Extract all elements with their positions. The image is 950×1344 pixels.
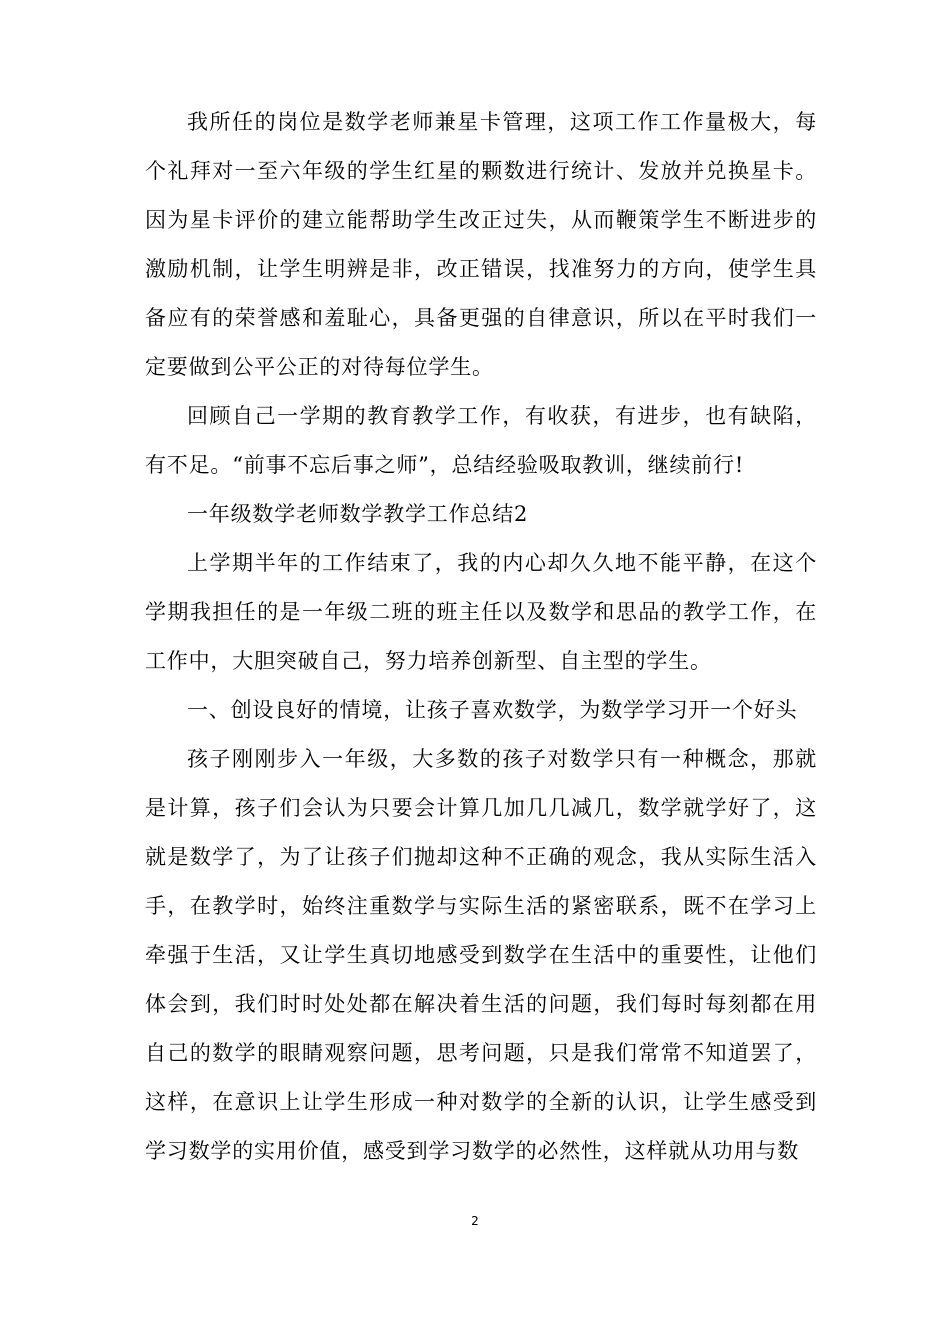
section-heading-summary-2: 一年级数学老师数学教学工作总结2: [187, 502, 529, 526]
page-number: 2: [471, 1214, 479, 1228]
paragraph-semester-review: 回顾自己一学期的教育教学工作，有收获，有进步，也有缺陷，有不足。“前事不忘后事之师”，总结经验吸取教训，继续前行!: [145, 404, 817, 477]
paragraph-semester-intro: 上学期半年的工作结束了，我的内心却久久地不能平静，在这个学期我担任的是一年级二班的班主任以及数学和思品的教学工作，在工作中，大胆突破自己，努力培养创新型、自主型的学生。: [145, 551, 817, 673]
subheading-create-situation: 一、创设良好的情境，让孩子喜欢数学，为数学学习开一个好头: [187, 698, 798, 722]
paragraph-math-in-life: 孩子刚刚步入一年级，大多数的孩子对数学只有一种概念，那就是计算，孩子们会认为只要会计算几加几几减几，数学就学好了，这就是数学了，为了让孩子们抛却这种不正确的观念，我从实际生活入手，在教学时，始终注重数学与实际生活的紧密联系，既不在学习上牵强于生活，又让学生真切地感受到数学在生活中的重要性，让他们体会到，我们时时处处都在解决着生活的问题，我们每时每刻都在用自己的数学的眼睛观察问题，思考问题，只是我们常常不知道罢了，这样，在意识上让学生形成一种对数学的全新的认识，让学生感受到学习数学的实用价值，感受到学习数学的必然性，这样就从功用与数: [145, 747, 817, 1163]
document-body: [145, 98, 817, 1176]
paragraph-star-card-duty: 我所任的岗位是数学老师兼星卡管理，这项工作工作量极大，每个礼拜对一至六年级的学生红星的颗数进行统计、发放并兑换星卡。因为星卡评价的建立能帮助学生改正过失，从而鞭策学生不断进步的激励机制，让学生明辨是非，改正错误，找准努力的方向，使学生具备应有的荣誉感和羞耻心，具备更强的自律意识，所以在平时我们一定要做到公平公正的对待每位学生。: [145, 110, 817, 379]
